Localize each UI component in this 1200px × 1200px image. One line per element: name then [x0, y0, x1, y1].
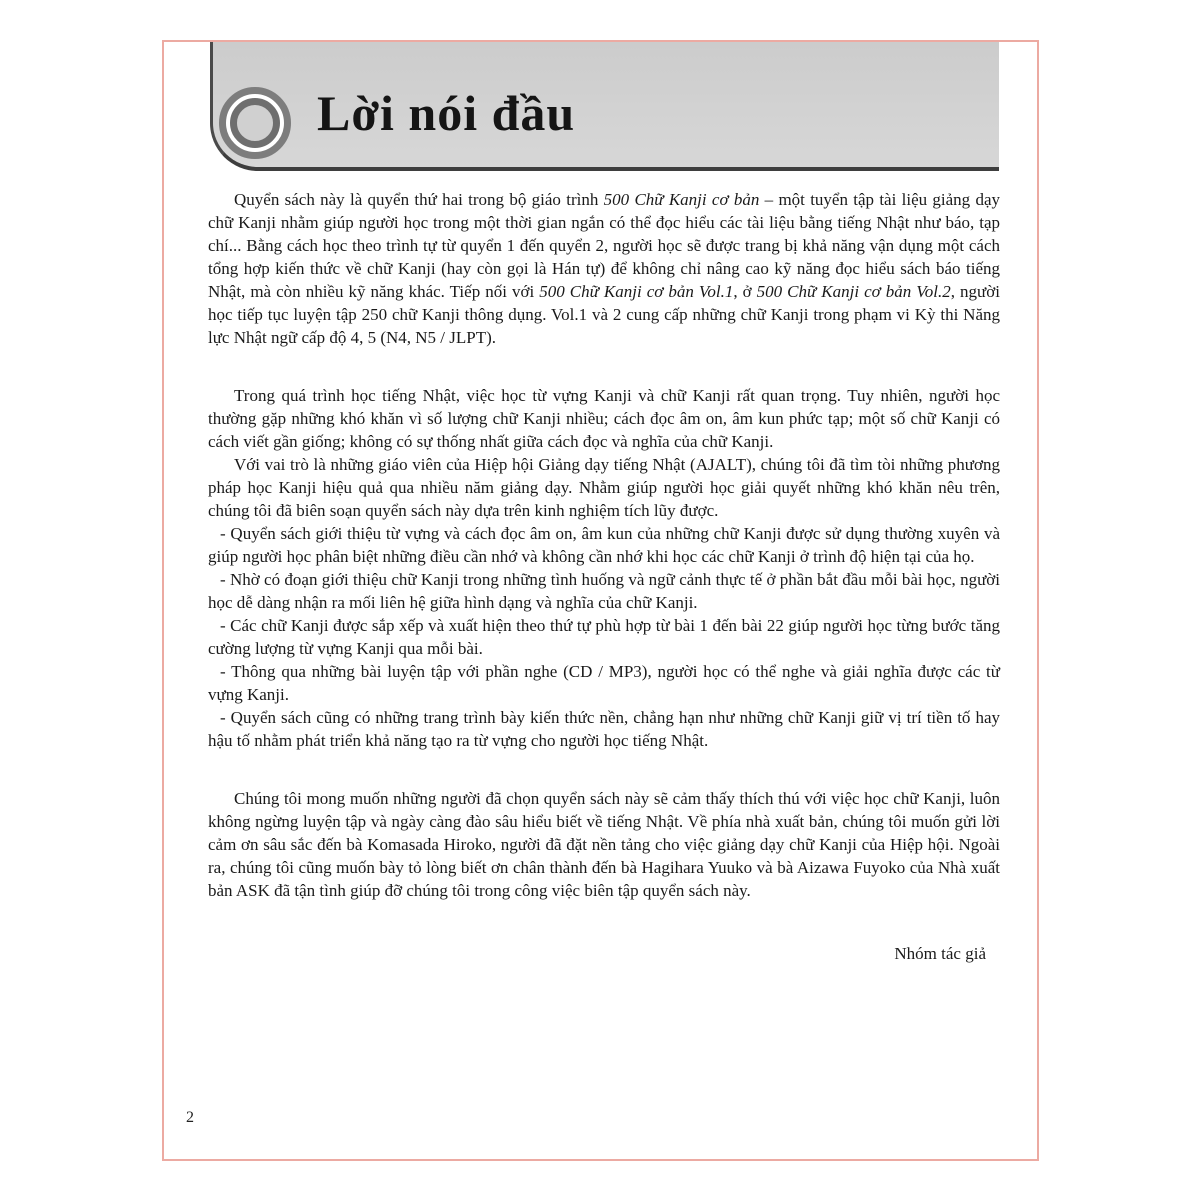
concentric-circles-icon: [219, 87, 291, 159]
paragraph: [208, 384, 1000, 453]
paragraphs-container: [208, 188, 1000, 902]
bullet-paragraph: [208, 568, 1000, 614]
text-segment: – một tuyển tập tài liệu giảng dạy chữ Kanji nhằm giúp người học trong một thời gian ngắn có thể đọc hiểu các tài liệu bằng tiếng Nhật như báo, tạp chí... Bằng cách học theo trình tự từ quyển 1 đến quyển 2, người học sẽ được trang bị khả năng vận dụng một cách tổng hợp kiến thức về chữ Kanji (hay còn gọi là Hán tự) để không chỉ nâng cao kỹ năng đọc hiểu sách báo tiếng Nhật, mà còn nhiều kỹ năng khác. Tiếp nối với: [208, 190, 1001, 301]
text-segment: Quyển sách này là quyển thứ hai trong bộ giáo trình: [234, 190, 604, 209]
bullet-paragraph: [208, 522, 1000, 568]
book-title-italic: 500 Chữ Kanji cơ bản: [603, 190, 760, 209]
text-segment: - Các chữ Kanji được sắp xếp và xuất hiện theo thứ tự phù hợp từ bài 1 đến bài 22 giúp người học từng bước tăng cường lượng từ vựng Kanji qua mỗi bài.: [208, 616, 1000, 658]
book-title-italic: 500 Chữ Kanji cơ bản Vol.2: [756, 282, 951, 301]
author-signature: Nhóm tác giả: [894, 944, 986, 963]
paragraph: [208, 453, 1000, 522]
bullet-paragraph: [208, 614, 1000, 660]
preface-content: [208, 188, 1000, 965]
text-segment: , người học tiếp tục luyện tập 250 chữ Kanji thông dụng. Vol.1 và 2 cung cấp những chữ Kanji trong phạm vi Kỳ thi Năng lực Nhật ngữ cấp độ 4, 5 (N4, N5 / JLPT).: [208, 282, 1000, 347]
text-segment: Chúng tôi mong muốn những người đã chọn quyển sách này sẽ cảm thấy thích thú với việc học chữ Kanji, luôn không ngừng luyện tập và ngày càng đào sâu hiểu biết về tiếng Nhật. Về phía nhà xuất bản, chúng tôi muốn gửi lời cảm ơn sâu sắc đến bà Komasada Hiroko, người đã đặt nền tảng cho việc giảng dạy chữ Kanji của Hiệp hội. Ngoài ra, chúng tôi cũng muốn bày tỏ lòng biết ơn chân thành đến bà Hagihara Yuuko và bà Aizawa Fuyoko của Nhà xuất bản ASK đã tận tình giúp đỡ chúng tôi trong công việc biên tập quyển sách này.: [208, 789, 1000, 900]
text-segment: - Thông qua những bài luyện tập với phần nghe (CD / MP3), người học có thể nghe và giải nghĩa được các từ vựng Kanji.: [208, 662, 1000, 704]
book-title-italic: 500 Chữ Kanji cơ bản Vol.1: [539, 282, 734, 301]
text-segment: - Nhờ có đoạn giới thiệu chữ Kanji trong những tình huống và ngữ cảnh thực tế ở phần bắt đầu mỗi bài học, người học dễ dàng nhận ra mối liên hệ giữa hình dạng và nghĩa của chữ Kanji.: [208, 570, 1000, 612]
inner-ring: [230, 98, 280, 148]
page-number: 2: [186, 1109, 194, 1126]
text-segment: , ở: [733, 282, 757, 301]
paragraph: [208, 188, 1000, 349]
page-title: Lời nói đầu: [317, 85, 576, 141]
text-segment: Với vai trò là những giáo viên của Hiệp hội Giảng dạy tiếng Nhật (AJALT), chúng tôi đã tìm tòi những phương pháp học Kanji hiệu quả qua nhiều năm giảng dạy. Nhằm giúp người học giải quyết những khó khăn nêu trên, chúng tôi đã biên soạn quyển sách này dựa trên kinh nghiệm tích lũy được.: [208, 455, 1000, 520]
page-frame: [162, 40, 1039, 1161]
text-segment: - Quyển sách giới thiệu từ vựng và cách đọc âm on, âm kun của những chữ Kanji được sử dụng thường xuyên và giúp người học phân biệt những điều cần nhớ và không cần nhớ khi học các chữ Kanji ở trình độ hiện tại của họ.: [208, 524, 1000, 566]
bullet-paragraph: [208, 706, 1000, 752]
text-segment: - Quyển sách cũng có những trang trình bày kiến thức nền, chẳng hạn như những chữ Kanji giữ vị trí tiền tố hay hậu tố nhằm phát triển khả năng tạo ra từ vựng cho người học tiếng Nhật.: [208, 708, 1000, 750]
paragraph: [208, 787, 1000, 902]
text-segment: Trong quá trình học tiếng Nhật, việc học từ vựng Kanji và chữ Kanji rất quan trọng. Tuy nhiên, người học thường gặp những khó khăn vì số lượng chữ Kanji nhiều; cách đọc âm on, âm kun phức tạp; một số chữ Kanji có cách viết gần giống; không có sự thống nhất giữa cách đọc và nghĩa của chữ Kanji.: [208, 386, 1000, 451]
bullet-paragraph: [208, 660, 1000, 706]
header-banner: [210, 42, 999, 171]
